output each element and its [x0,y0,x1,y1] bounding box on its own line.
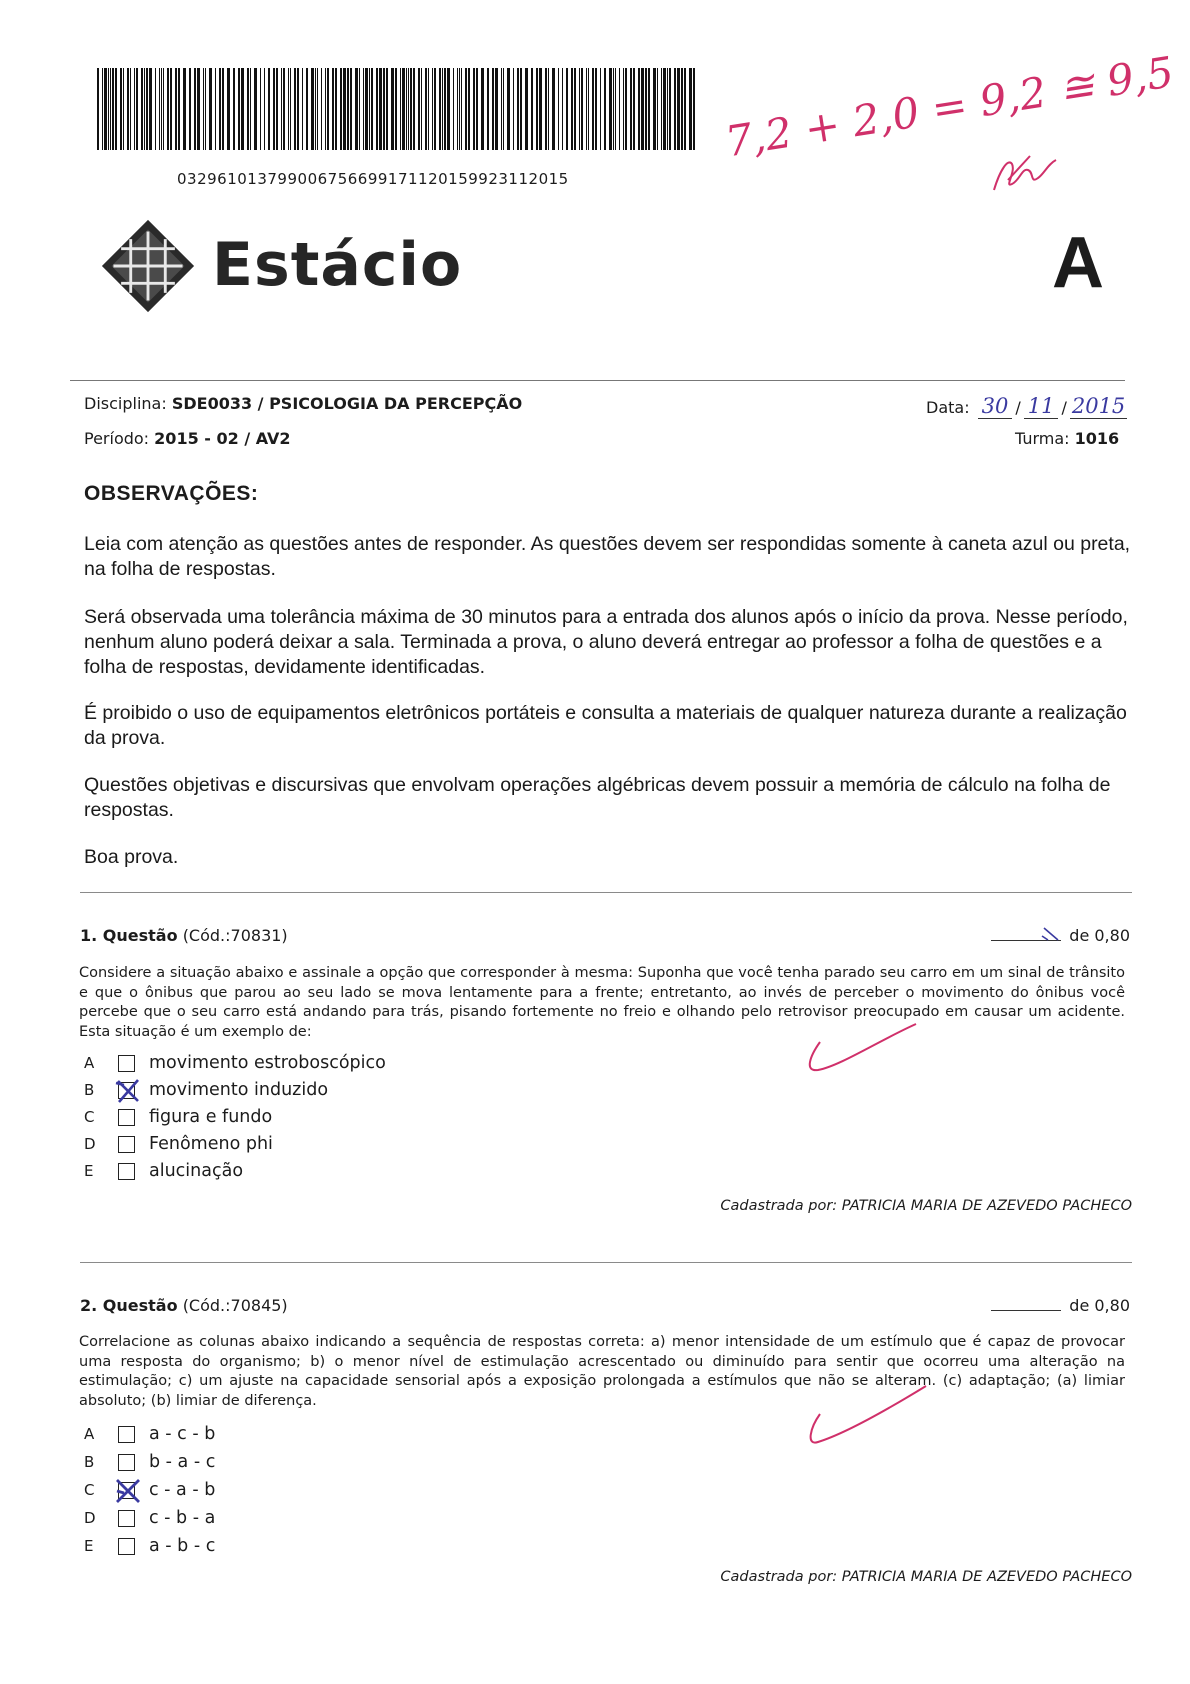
question-2-option-b[interactable] [84,1449,215,1475]
barcode-bar [391,68,394,150]
option-text: a - b - c [149,1536,216,1556]
barcode-bar [347,68,349,150]
barcode-bar [539,68,542,150]
question-1-text: Considere a situação abaixo e assinale a opção que corresponder à mesma: Suponha que você tenha parado seu carro em um sinal de trânsito e que o ônibus que parou ao seu lado se mova lentamente para a frente; entretanto, ao invés de perceber o movimento do ônibus você percebe que o seu carro está andando para trás, pisando fortemente no freio e olhando pelo retrovisor preocupado em causar um acidente. Esta situação é um exemplo de: [79,965,1125,1040]
checkbox-marked[interactable] [118,1482,135,1499]
barcode-bar [613,68,614,150]
option-text: c - b - a [149,1508,216,1528]
option-letter: B [84,1453,95,1471]
checkbox[interactable] [118,1510,135,1527]
barcode-bar [175,68,177,150]
barcode-bar [513,68,514,150]
barcode-bar [495,68,498,150]
x-mark-icon [114,1077,142,1105]
option-text: movimento induzido [149,1080,329,1100]
checkbox[interactable] [118,1538,135,1555]
barcode-bar [425,68,427,150]
barcode-bar [205,68,206,150]
barcode-bar [592,68,594,150]
barcode-bar [517,68,519,150]
checkmark-icon [800,1384,930,1454]
barcode-bar [134,68,135,150]
barcode-bar [219,68,221,150]
barcode-bar [383,68,385,150]
barcode-bar [281,68,282,150]
barcode-bar [600,68,601,150]
periodo-row [84,429,291,448]
checkbox[interactable] [118,1163,135,1180]
barcode-bar [335,68,337,150]
barcode-bar [545,68,547,150]
barcode-bar [531,68,533,150]
barcode-bar [648,68,650,150]
barcode-bar [428,68,429,150]
barcode-bar [268,68,270,150]
question-2-option-d[interactable] [84,1505,215,1531]
barcode-bar [264,68,265,150]
barcode-bar [120,68,122,150]
question-1-author: Cadastrada por: PATRICIA MARIA DE AZEVEDO PACHECO [720,1198,1132,1214]
barcode-bar [574,68,576,150]
question-2-option-a[interactable] [84,1421,215,1447]
barcode-bar [653,68,656,150]
barcode-bar [371,68,373,150]
score-checkmark-icon [1040,924,1062,942]
barcode-bar [311,68,314,150]
barcode-bar [630,68,632,150]
periodo-label: Período: [84,429,150,448]
barcode-bar [503,68,504,150]
grader-signature [990,150,1060,198]
barcode-bar [661,68,662,150]
barcode-bar [558,68,559,150]
barcode-bar [315,68,316,150]
barcode-bar [359,68,360,150]
question-2-text: Correlacione as colunas abaixo indicando a sequência de respostas correta: a) menor intensidade de um estímulo que é capaz de provocar uma resposta do organismo; b) o menor nível de estimulação acrescentado ou diminuído para sentir que ocorreu uma alteração na estimulação; c) um ajuste na capacidade sensorial após a exposição prolongada a estímulos que não se alteram. (c) adaptação; (a) limiar absoluto; (b) limiar de diferença. [79,1334,1125,1409]
barcode-bar [222,68,224,150]
barcode-bar [645,68,647,150]
barcode-bar [197,68,200,150]
barcode-bar [641,68,644,150]
turma-label: Turma: [1015,429,1070,448]
data-month: 11 [1024,394,1059,419]
barcode-bar [379,68,382,150]
section-divider [80,892,1132,893]
question-2-code: (Cód.:70845) [182,1296,288,1315]
barcode-bar [457,68,458,150]
observacoes-paragraph: Será observada uma tolerância máxima de 30 minutos para a entrada dos alunos após o início da prova. Nesse período, nenhum aluno poderá deixar a sala. Terminada a prova, o aluno deverá entregar ao professor a folha de questões e a folha de respostas, devidamente identificadas. [84,606,1128,678]
observacoes-title: OBSERVAÇÕES: [84,482,259,505]
barcode-bar [693,68,695,150]
question-2-number: 2. Questão [80,1296,178,1315]
barcode-bar [159,68,160,150]
barcode-bar [144,68,145,150]
barcode-bar [402,68,405,150]
barcode-bar [273,68,275,150]
barcode-bar [189,68,191,150]
question-1-option-a[interactable] [84,1050,386,1076]
barcode-bar [406,68,407,150]
barcode-bar [501,68,502,150]
checkmark-icon [800,1020,920,1080]
barcode-bar [97,68,99,150]
barcode-bar [250,68,251,150]
barcode-bar [586,68,587,150]
question-1-code: (Cód.:70831) [182,926,288,945]
barcode-bar [525,68,528,150]
barcode-bar [408,68,409,150]
question-1-number: 1. Questão [80,926,178,945]
barcode-bar [163,68,164,150]
barcode-bar [623,68,624,150]
observacoes-paragraph: Boa prova. [84,846,179,868]
barcode-bar [562,68,563,150]
barcode-bar [667,68,668,150]
barcode-bar [439,68,441,150]
barcode-bar [684,68,686,150]
observacoes-paragraph: Leia com atenção as questões antes de responder. As questões devem ser respondidas somente à caneta azul ou preta, na folha de respostas. [84,533,1131,580]
option-text: alucinação [149,1161,244,1181]
handwritten-grade: 7,2 + 2,0 = 9,2 ≅ 9,5 [722,47,1177,167]
barcode-bar [520,68,522,150]
barcode-bar [625,68,627,150]
barcode-bar [321,68,322,150]
barcode-bar [363,68,364,150]
barcode-bar [167,68,169,150]
barcode-bar [327,68,329,150]
option-text: figura e fundo [149,1107,273,1127]
barcode-bar [141,68,143,150]
barcode-bar [233,68,235,150]
barcode-bar [663,68,666,150]
question-1-option-e[interactable] [84,1158,243,1184]
observacoes-paragraph: É proibido o uso de equipamentos eletrônicos portáteis e consulta a materiais de qualquer natureza durante a realização da prova. [84,702,1127,749]
barcode-bar [325,68,326,150]
option-text: a - c - b [149,1424,216,1444]
barcode-bar [343,68,346,150]
option-text: Fenômeno phi [149,1134,273,1154]
section-divider [80,1262,1132,1263]
barcode-bar [444,68,446,150]
barcode-bar [376,68,378,150]
barcode-bar [194,68,196,150]
option-letter: E [84,1537,94,1555]
barcode-bar [209,68,212,150]
question-2-option-e[interactable] [84,1533,215,1559]
question-2-header [80,1296,288,1315]
barcode-bar [183,68,186,150]
barcode-bar [294,68,296,150]
barcode-bar [473,68,475,150]
question-2-score [991,1296,1130,1315]
option-letter: E [84,1162,94,1180]
barcode-bar [615,68,616,150]
disciplina-value: SDE0033 / PSICOLOGIA DA PERCEPÇÃO [171,394,523,413]
barcode-bar [638,68,640,150]
barcode-bar [365,68,368,150]
barcode-bar [215,68,216,150]
barcode-bar [674,68,676,150]
barcode-bar [434,68,436,150]
barcode-bar [669,68,671,150]
data-day: 30 [978,394,1013,419]
x-mark-icon [114,1477,142,1505]
barcode-bar [395,68,397,150]
barcode-bar [571,68,573,150]
barcode-bar [302,68,303,150]
barcode [97,68,699,150]
barcode-bar [657,68,658,150]
barcode-bar [146,68,148,150]
barcode-bar [306,68,308,150]
barcode-bar [442,68,443,150]
barcode-bar [350,68,352,150]
option-text: b - a - c [149,1452,216,1472]
option-letter: B [84,1081,95,1099]
barcode-bar [677,68,680,150]
barcode-bar [254,68,257,150]
barcode-bar [178,68,180,150]
option-letter: C [84,1481,95,1499]
barcode-bar [689,68,692,150]
barcode-bar [588,68,589,150]
checkbox[interactable] [118,1055,135,1072]
turma-row [1015,429,1119,448]
barcode-bar [604,68,606,150]
barcode-bar [461,68,462,150]
disciplina-row [84,394,522,413]
checkbox[interactable] [118,1426,135,1443]
data-label: Data: [926,398,970,417]
barcode-bar [418,68,420,150]
exam-version-letter: A [1052,223,1104,303]
barcode-bar [102,68,103,150]
barcode-bar [487,68,489,150]
barcode-number: 032961013799006756699171120159923112015 [177,170,569,188]
barcode-bar [340,68,342,150]
question-2-score-label: de 0,80 [1069,1296,1130,1315]
barcode-bar [104,68,107,150]
barcode-bar [432,68,433,150]
barcode-bar [170,68,172,150]
option-text: movimento estroboscópico [149,1053,386,1073]
barcode-bar [413,68,415,150]
barcode-bar [459,68,460,150]
observacoes-paragraph: Questões objetivas e discursivas que envolvam operações algébricas devem possuir a memória de cálculo na folha de respostas. [84,774,1111,821]
barcode-bar [149,68,152,150]
barcode-bar [492,68,494,150]
barcode-bar [548,68,549,150]
option-letter: A [84,1054,95,1072]
barcode-bar [476,68,478,150]
barcode-bar [130,68,131,150]
barcode-bar [241,68,244,150]
barcode-bar [108,68,109,150]
barcode-bar [276,68,278,150]
periodo-value: 2015 - 02 / AV2 [154,429,291,448]
barcode-bar [481,68,484,150]
barcode-bar [288,68,289,150]
turma-value: 1016 [1074,429,1120,448]
barcode-bar [386,68,388,150]
barcode-bar [410,68,412,150]
question-1-score-label: de 0,80 [1069,926,1130,945]
barcode-bar [507,68,510,150]
barcode-bar [238,68,240,150]
barcode-bar [110,68,111,150]
barcode-bar [447,68,450,150]
question-2-author: Cadastrada por: PATRICIA MARIA DE AZEVEDO PACHECO [720,1569,1132,1585]
data-year: 2015 [1071,394,1126,418]
barcode-bar [465,68,467,150]
barcode-bar [468,68,470,150]
barcode-bar [123,68,124,150]
disciplina-label: Disciplina: [84,394,167,413]
barcode-bar [609,68,612,150]
barcode-bar [290,68,291,150]
barcode-bar [161,68,162,150]
barcode-bar [355,68,358,150]
estacio-logo-text: Estácio [212,230,463,300]
option-letter: D [84,1135,96,1153]
checkbox[interactable] [118,1109,135,1126]
option-letter: A [84,1425,95,1443]
barcode-bar [260,68,261,150]
barcode-bar [332,68,334,150]
checkbox[interactable] [118,1136,135,1153]
barcode-bar [127,68,129,150]
estacio-logo-icon [100,218,196,314]
barcode-bar [595,68,597,150]
barcode-bar [155,68,156,150]
barcode-bar [581,68,583,150]
barcode-bar [115,68,117,150]
option-letter: C [84,1108,95,1126]
barcode-bar [552,68,555,150]
barcode-bar [421,68,422,150]
barcode-bar [297,68,299,150]
barcode-bar [136,68,138,150]
barcode-bar [112,68,114,150]
barcode-bar [283,68,285,150]
checkbox[interactable] [118,1454,135,1471]
barcode-bar [566,68,568,150]
header-divider [70,380,1125,381]
question-1-header [80,926,288,945]
question-1-option-d[interactable] [84,1131,273,1157]
barcode-bar [369,68,370,150]
barcode-bar [633,68,635,150]
barcode-bar [453,68,454,150]
barcode-bar [536,68,538,150]
barcode-bar [317,68,318,150]
question-1-option-b[interactable] [84,1077,328,1103]
question-2-option-c[interactable] [84,1477,215,1503]
option-letter: D [84,1509,96,1527]
data-row: Data: 30 / 11 / 2015 [926,394,1126,418]
barcode-bar [227,68,230,150]
barcode-bar [247,68,249,150]
barcode-bar [681,68,683,150]
option-text: c - a - b [149,1480,216,1500]
barcode-bar [203,68,204,150]
checkbox-marked[interactable] [118,1082,135,1099]
question-1-option-c[interactable] [84,1104,272,1130]
barcode-bar [619,68,620,150]
barcode-bar [579,68,580,150]
barcode-bar [400,68,401,150]
